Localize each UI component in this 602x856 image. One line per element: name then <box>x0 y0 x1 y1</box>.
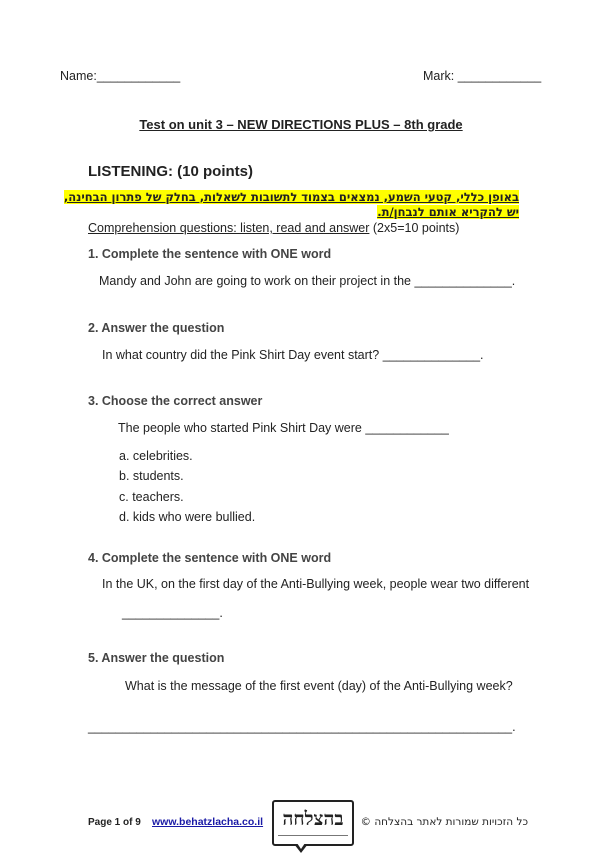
question-3-option-b: b. students. <box>119 469 184 483</box>
question-3-option-d: d. kids who were bullied. <box>119 510 256 524</box>
question-3-option-a: a. celebrities. <box>119 449 193 463</box>
copyright-notice: כל הזכויות שמורות לאתר בהצלחה © <box>360 816 528 828</box>
logo-text: בהצלחה <box>282 808 344 830</box>
question-4-text: In the UK, on the first day of the Anti-Bullying week, people wear two different <box>102 577 530 591</box>
comprehension-points: (2x5=10 points) <box>369 221 460 235</box>
hebrew-instruction-line-2: יש להקריא אותם לנבחן/ת. <box>377 205 519 219</box>
question-2-text: In what country did the Pink Shirt Day event start? ______________. <box>102 348 484 362</box>
section-heading: LISTENING: (10 points) <box>88 163 253 180</box>
question-4-title: 4. Complete the sentence with ONE word <box>88 551 332 565</box>
brand-logo <box>272 800 354 846</box>
question-3-title: 3. Choose the correct answer <box>88 394 263 408</box>
mark-field-label: Mark: ____________ <box>423 69 542 83</box>
name-field-label: Name:____________ <box>60 69 181 83</box>
website-link[interactable]: www.behatzlacha.co.il <box>152 816 264 828</box>
page-title: Test on unit 3 – NEW DIRECTIONS PLUS – 8th grade <box>139 117 463 132</box>
comprehension-instructions <box>88 221 459 235</box>
question-1-text: Mandy and John are going to work on their project in the ______________. <box>99 274 516 288</box>
question-3-option-c: c. teachers. <box>119 490 184 504</box>
question-5-answer-line: _____________________________________________________________. <box>88 720 516 734</box>
logo-underline <box>278 835 348 840</box>
question-2-title: 2. Answer the question <box>88 321 225 335</box>
question-5-title: 5. Answer the question <box>88 651 225 665</box>
question-1-title: 1. Complete the sentence with ONE word <box>88 247 332 261</box>
question-3-text: The people who started Pink Shirt Day were ____________ <box>118 421 449 435</box>
question-4-blank: ______________. <box>122 606 223 620</box>
hebrew-instruction-line-1: באופן כללי, קטעי השמע, נמצאים בצמוד לתשובות לשאלות, בחלק של פתרון הבחינה, <box>63 190 519 204</box>
page-number: Page 1 of 9 <box>88 817 141 828</box>
question-5-text: What is the message of the first event (day) of the Anti-Bullying week? <box>125 679 513 693</box>
comprehension-label: Comprehension questions: listen, read and answer <box>88 221 370 235</box>
